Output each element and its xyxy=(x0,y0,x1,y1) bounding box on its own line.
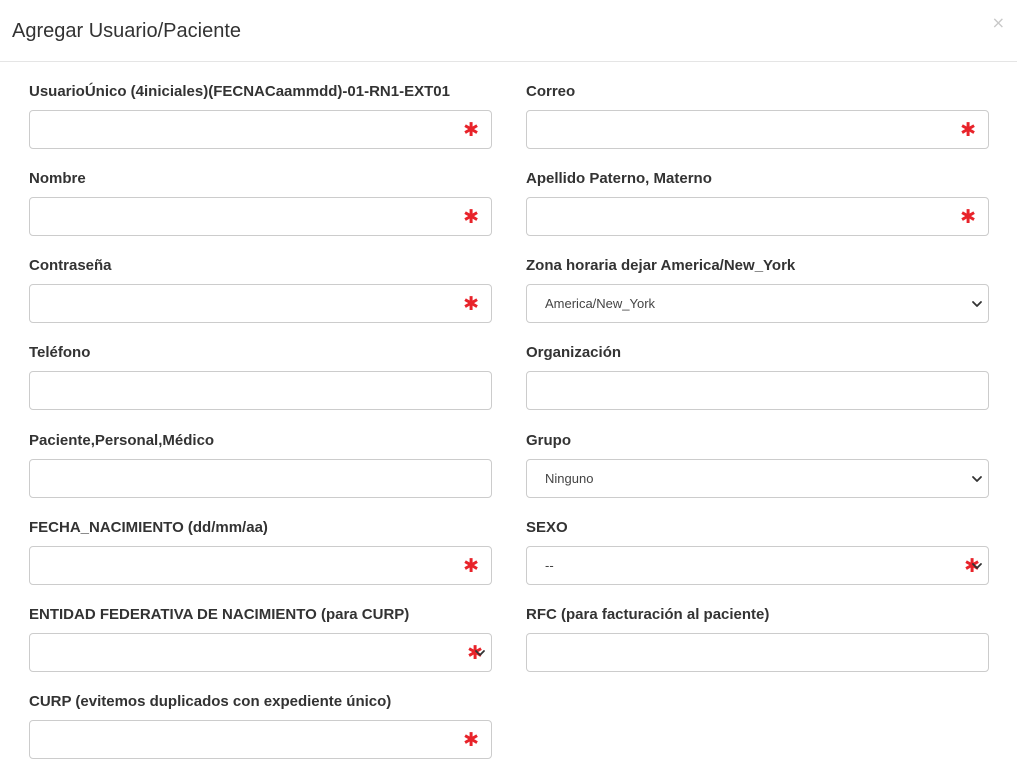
asterisk-icon: ✱ xyxy=(463,729,479,751)
telefono-group xyxy=(29,344,492,410)
rfc-field[interactable] xyxy=(526,633,989,672)
close-button[interactable] xyxy=(992,13,1005,33)
sexo-selected-value: -- xyxy=(545,558,554,573)
usuario-group xyxy=(29,83,492,149)
correo-label: Correo xyxy=(526,83,576,100)
curp-group xyxy=(29,693,492,759)
fecha-nacimiento-input[interactable] xyxy=(30,547,491,584)
modal-title: Agregar Usuario/Paciente xyxy=(12,20,242,42)
zona-horaria-group xyxy=(526,257,989,323)
fecha-nacimiento-field[interactable] xyxy=(29,546,492,585)
grupo-selected-value: Ninguno xyxy=(545,471,594,486)
asterisk-icon: ✱ xyxy=(463,555,479,577)
tipo-group xyxy=(29,432,492,498)
nombre-group xyxy=(29,170,492,236)
asterisk-icon: ✱ xyxy=(463,119,479,141)
curp-field[interactable] xyxy=(29,720,492,759)
fecha-nacimiento-label: FECHA_NACIMIENTO (dd/mm/aa) xyxy=(29,519,268,536)
asterisk-icon: ✱ xyxy=(960,206,976,228)
zona-horaria-select[interactable] xyxy=(526,284,989,323)
contrasena-label: Contraseña xyxy=(29,257,112,274)
nombre-input[interactable] xyxy=(30,198,491,235)
rfc-group xyxy=(526,606,989,672)
close-icon: × xyxy=(991,13,1005,32)
telefono-field[interactable] xyxy=(29,371,492,410)
apellido-group xyxy=(526,170,989,236)
correo-field[interactable] xyxy=(526,110,989,149)
curp-label: CURP (evitemos duplicados con expediente único) xyxy=(29,693,392,710)
organizacion-field[interactable] xyxy=(526,371,989,410)
grupo-group xyxy=(526,432,989,498)
chevron-down-icon xyxy=(971,298,983,310)
fecha-nacimiento-group xyxy=(29,519,492,585)
apellido-field[interactable] xyxy=(526,197,989,236)
curp-input[interactable] xyxy=(30,721,491,758)
grupo-label: Grupo xyxy=(526,432,571,449)
nombre-field[interactable] xyxy=(29,197,492,236)
asterisk-icon: ✱ xyxy=(463,293,479,315)
rfc-input[interactable] xyxy=(527,634,988,671)
asterisk-icon: ✱ xyxy=(463,206,479,228)
telefono-input[interactable] xyxy=(30,372,491,409)
sexo-label: SEXO xyxy=(526,519,568,536)
zona-horaria-label: Zona horaria dejar America/New_York xyxy=(526,257,796,274)
tipo-label: Paciente,Personal,Médico xyxy=(29,432,215,449)
entidad-select[interactable] xyxy=(29,633,492,672)
asterisk-icon: ✱ xyxy=(964,555,980,577)
chevron-down-icon xyxy=(971,473,983,485)
nombre-label: Nombre xyxy=(29,170,86,187)
rfc-label: RFC (para facturación al paciente) xyxy=(526,606,770,623)
contrasena-field[interactable] xyxy=(29,284,492,323)
apellido-input[interactable] xyxy=(527,198,988,235)
asterisk-icon: ✱ xyxy=(960,119,976,141)
apellido-label: Apellido Paterno, Materno xyxy=(526,170,712,187)
sexo-group xyxy=(526,519,989,585)
zona-horaria-selected-value: America/New_York xyxy=(545,296,656,311)
sexo-select[interactable] xyxy=(526,546,989,585)
chevron-down-icon xyxy=(971,560,983,572)
tipo-input[interactable] xyxy=(30,460,491,497)
telefono-label: Teléfono xyxy=(29,344,91,361)
chevron-down-icon xyxy=(474,647,486,659)
organizacion-label: Organización xyxy=(526,344,622,361)
correo-group xyxy=(526,83,989,149)
entidad-label: ENTIDAD FEDERATIVA DE NACIMIENTO (para CURP) xyxy=(29,606,410,623)
tipo-field[interactable] xyxy=(29,459,492,498)
contrasena-input[interactable] xyxy=(30,285,491,322)
usuario-input[interactable] xyxy=(30,111,491,148)
correo-input[interactable] xyxy=(527,111,988,148)
entidad-group xyxy=(29,606,492,672)
grupo-select[interactable] xyxy=(526,459,989,498)
modal-header xyxy=(0,0,1017,62)
usuario-field[interactable] xyxy=(29,110,492,149)
contrasena-group xyxy=(29,257,492,323)
usuario-label: UsuarioÚnico (4iniciales)(FECNACaammdd)-01-RN1-EXT01 xyxy=(29,83,450,100)
organizacion-input[interactable] xyxy=(527,372,988,409)
asterisk-icon: ✱ xyxy=(467,642,483,664)
organizacion-group xyxy=(526,344,989,410)
